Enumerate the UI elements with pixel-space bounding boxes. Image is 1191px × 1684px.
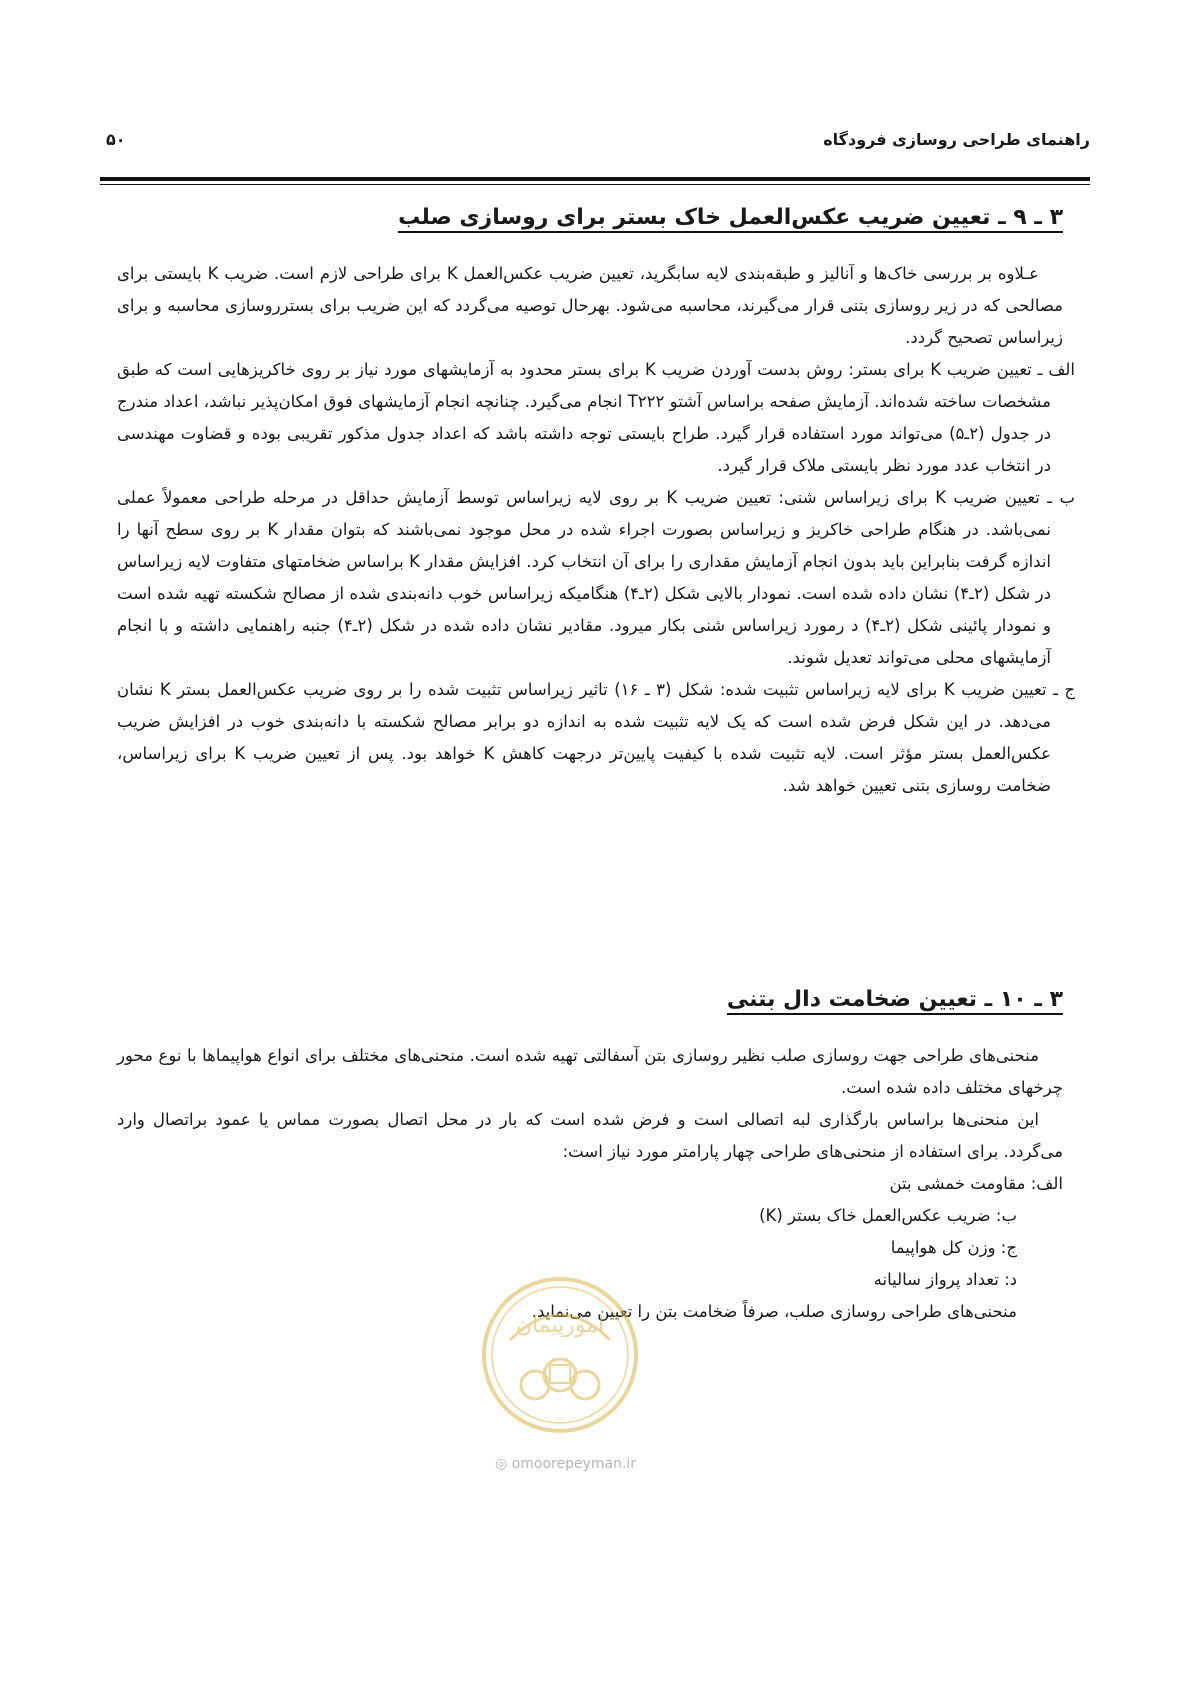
- section-heading: ۳ ـ ۹ ـ تعیین ضریب عکس‌العمل خاک بستر برای روسازی صلب: [117, 198, 1063, 238]
- list-item: الف: مقاومت خمشی بتن: [889, 1174, 1063, 1193]
- header-rule-thin: [100, 184, 1090, 185]
- running-title: راهنمای طراحی روسازی فرودگاه: [823, 130, 1090, 149]
- watermark-stamp-logo: [480, 1270, 640, 1440]
- section-3-9-body: [117, 258, 1076, 802]
- section-3-10: [117, 980, 1063, 1020]
- page-number: ۵۰: [106, 130, 126, 149]
- header-rule-thick: [100, 177, 1090, 181]
- watermark-site: ◎ omoorepeyman.ir: [495, 1456, 637, 1472]
- item-c-paragraph: ج ـ تعیین ضریب K برای لایه زیراساس تثبیت شده: شکل (۳ ـ ۱۶) تاثیر زیراساس تثبیت شده را بر روی ضریب عکس‌العمل بستر K نشان می‌دهد. در این شکل فرض شده است که یک لایه تثبیت شده به اندازه دو برابر مصالح شکسته با دانه‌بندی خوب در افزایش ضریب عکس‌العمل بستر مؤثر است. لایه تثبیت شده با کیفیت پایین‌تر درجهت کاهش K خواهد بود. پس از تعیین ضریب K برای زیراساس، ضخامت روسازی بتنی تعیین خواهد شد.: [117, 680, 1075, 795]
- list-item: د: تعداد پرواز سالیانه: [873, 1270, 1017, 1289]
- page-header: [100, 130, 1090, 160]
- list-item: ب: ضریب عکس‌العمل خاک بستر (K): [759, 1206, 1017, 1225]
- section-heading: ۳ ـ ۱۰ ـ تعیین ضخامت دال بتنی: [117, 980, 1063, 1020]
- item-a-paragraph: الف ـ تعیین ضریب K برای بستر: روش بدست آوردن ضریب K برای بستر محدود به آزمایشهای مورد نیاز بر روی خاکریزهایی است که طبق مشخصات ساخته شده‌اند. آزمایش صفحه براساس آشتو T۲۲۲ انجام می‌گیرد. چنانچه انجام آزمایشهای فوق امکان‌پذیر نباشد، اعداد مندرج در جدول (۲ـ۵) می‌تواند مورد استفاده قرار گیرد. طراح بایستی توجه داشته باشد که اعداد جدول مذکور تقریبی بوده و قضاوت مهندسی در انتخاب عدد مورد نظر بایستی ملاک قرار گیرد.: [117, 360, 1076, 475]
- stamp-lettering: امورپیمان: [515, 1313, 605, 1338]
- paragraph: این منحنی‌ها براساس بارگذاری لبه اتصالی است و فرض شده است که بار در محل اتصال بصورت مماس یا عمود براتصال وارد می‌گردد. برای استفاده از منحنی‌های طراحی چهار پارامتر مورد نیاز است:: [117, 1110, 1063, 1161]
- paragraph: منحنی‌های طراحی جهت روسازی صلب نظیر روسازی بتن آسفالتی تهیه شده است. منحنی‌های مختلف برای انواع هواپیماها با نوع محور چرخهای مختلف داده شده است.: [117, 1046, 1063, 1097]
- section-3-9: [117, 198, 1063, 238]
- item-b-paragraph: ب ـ تعیین ضریب K برای زیراساس شنی: تعیین ضریب K بر روی لایه زیراساس توسط آزمایش حداقل در مرحله طراحی معمولاً عملی نمی‌باشد. در هنگام طراحی خاکریز و زیراساس بصورت اجراء شده در محل موجود نمی‌باشند که بتوان مقدار K بر روی سطح آنها را اندازه گرفت بنابراین باید بدون انجام آزمایش مقداری را برای آن انتخاب کرد. افزایش مقدار K براساس ضخامتهای متفاوت لایه زیراساس در شکل (۲ـ۴) نشان داده شده است. نمودار بالایی شکل (۲ـ۴) هنگامیکه زیراساس خوب دانه‌بندی شده از مصالح شکسته تهیه شده است و نمودار پائینی شکل (۲ـ۴) د رمورد زیراساس شنی بکار میرود. مقادیر نشان داده شده در شکل (۲ـ۴) جنبه راهنمایی داشته و با انجام آزمایشهای محلی می‌تواند تعدیل شوند.: [117, 488, 1075, 667]
- closing-paragraph: منحنی‌های طراحی روسازی صلب، صرفاً ضخامت بتن را تعیین می‌نماید.: [531, 1302, 1017, 1321]
- intro-paragraph: عـلاوه بر بررسی خاک‌ها و آنالیز و طبقه‌بندی لایه سابگرید، تعیین ضریب عکس‌العمل K برای طراحی لازم است. ضریب K بایستی برای مصالحی که در زیر روسازی بتنی قرار می‌گیرند، محاسبه می‌شود. بهرحال توصیه می‌گردد که این ضریب برای بستر‌روسازی محاسبه و برای زیراساس تصحیح گردد.: [117, 264, 1063, 347]
- list-item: ج: وزن کل هواپیما: [890, 1238, 1017, 1257]
